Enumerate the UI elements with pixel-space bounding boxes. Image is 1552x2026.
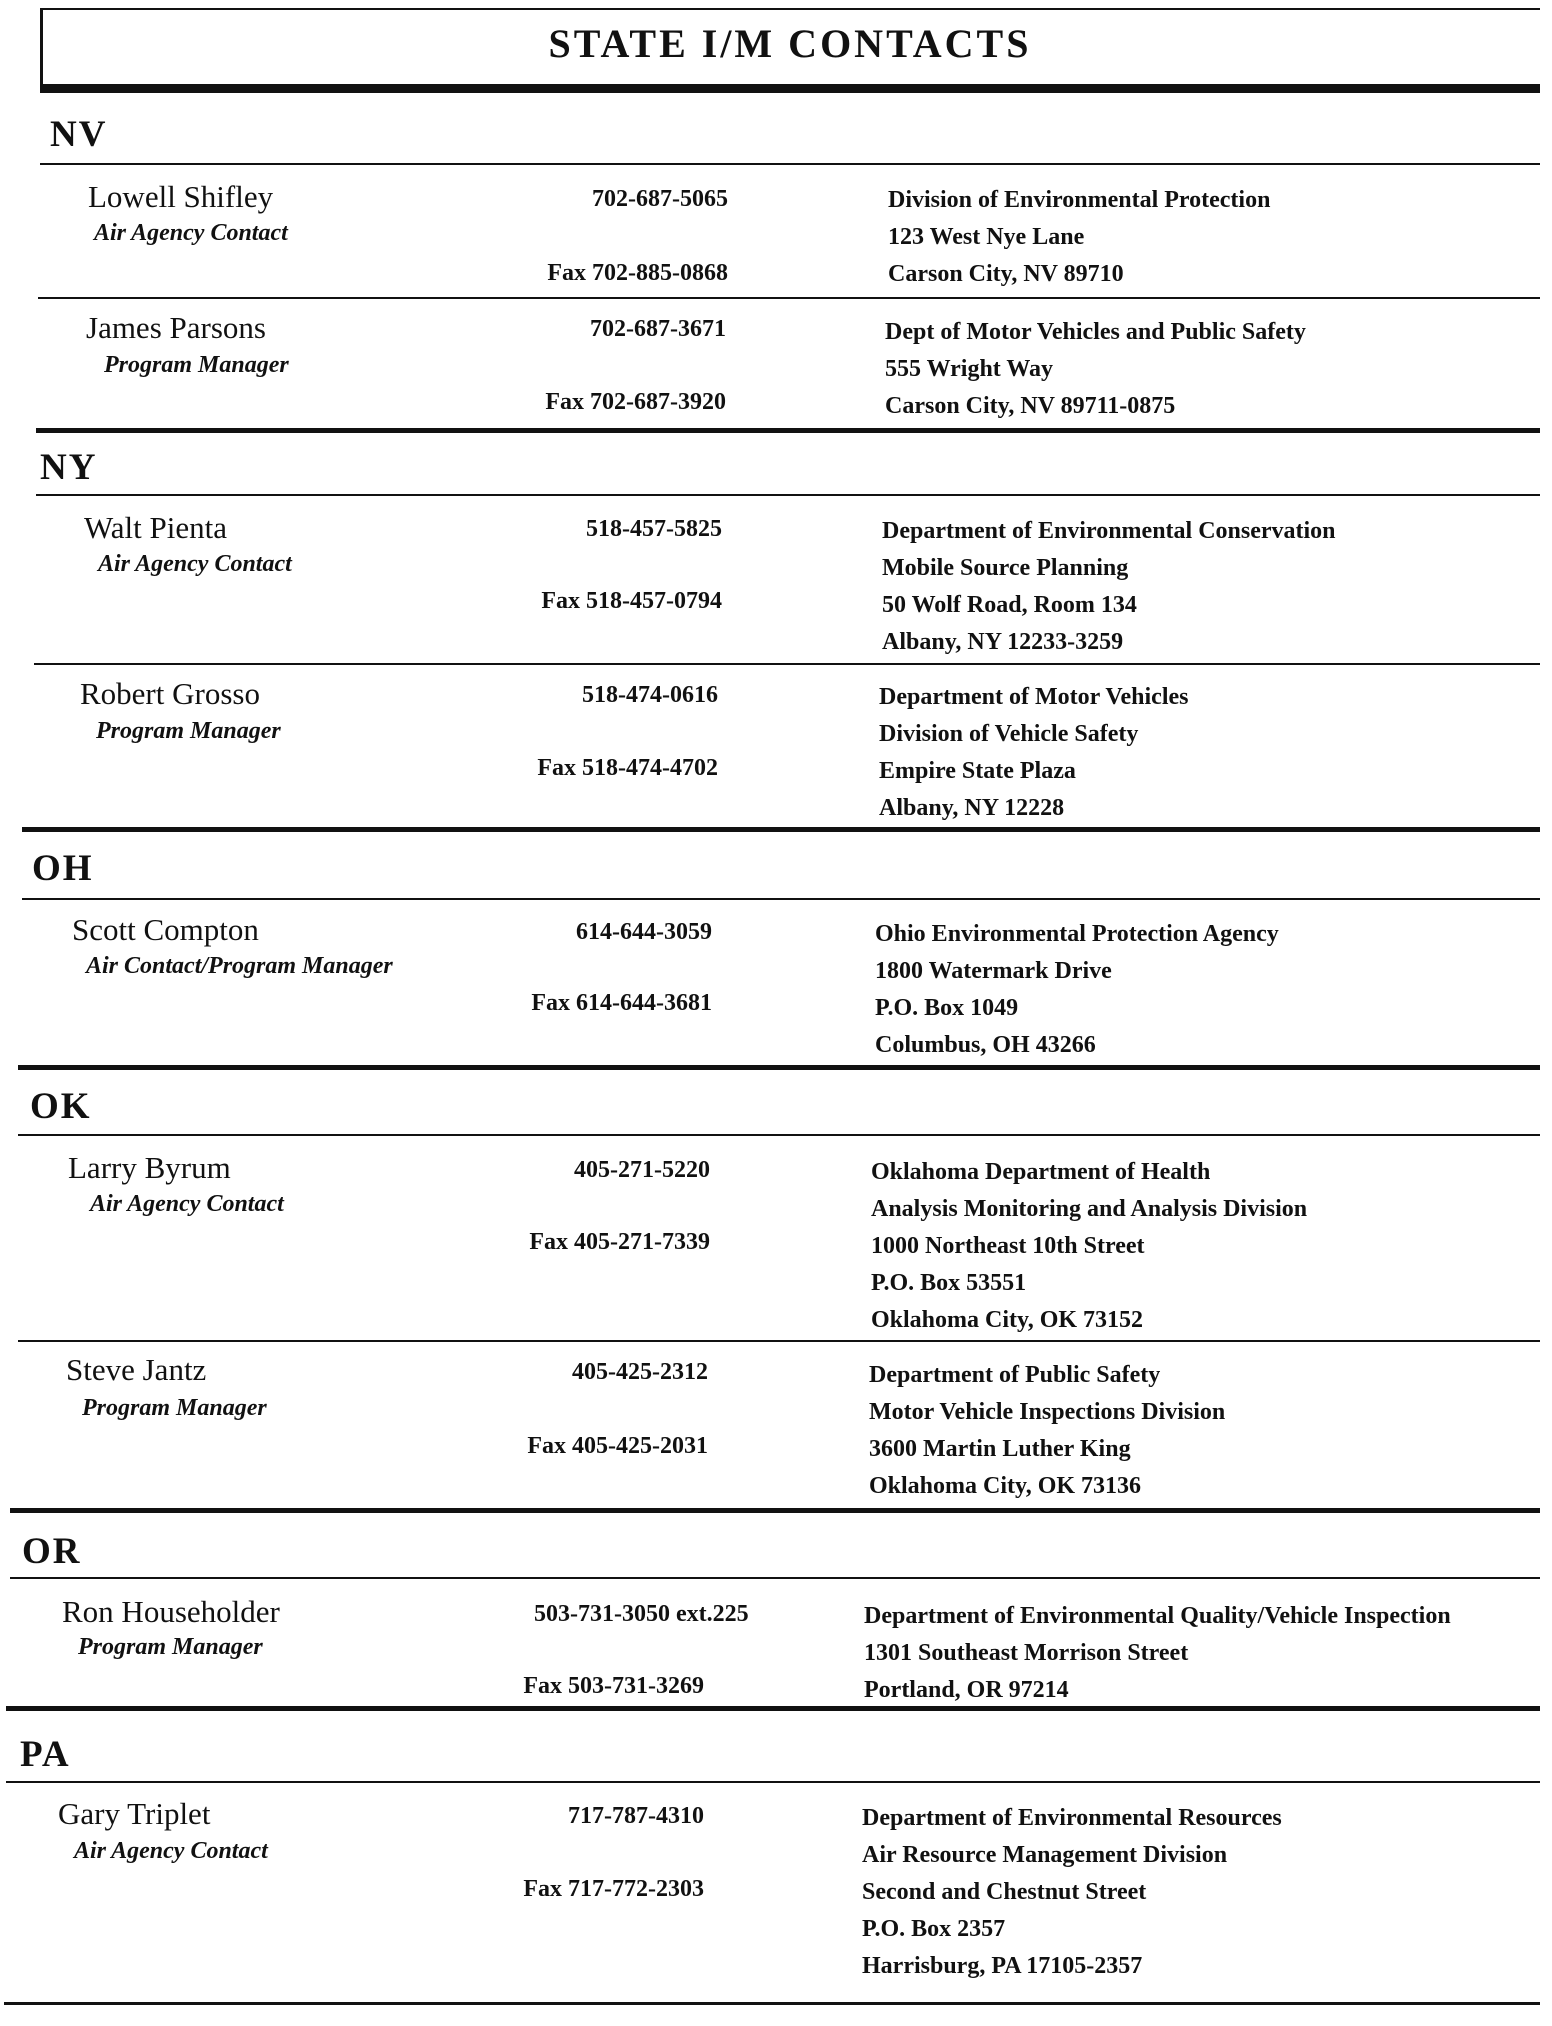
contact-address bbox=[864, 1598, 1451, 1709]
contact-address bbox=[862, 1800, 1282, 1985]
state-heading-or: OR bbox=[22, 1531, 82, 1572]
address-line: 123 West Nye Lane bbox=[888, 224, 1085, 250]
page-title: STATE I/M CONTACTS bbox=[548, 21, 1032, 66]
address-line: Department of Motor Vehicles bbox=[879, 684, 1189, 710]
address-line: 555 Wright Way bbox=[885, 356, 1054, 382]
title-underline bbox=[40, 84, 1540, 93]
contact-fax: Fax 702-885-0868 bbox=[547, 260, 728, 286]
address-line: Albany, NY 12228 bbox=[879, 795, 1065, 821]
address-line: Mobile Source Planning bbox=[882, 555, 1129, 581]
address-line: Carson City, NV 89711-0875 bbox=[885, 393, 1176, 419]
address-line: Ohio Environmental Protection Agency bbox=[875, 921, 1279, 947]
address-line: Columbus, OH 43266 bbox=[875, 1032, 1096, 1058]
address-line: Dept of Motor Vehicles and Public Safety bbox=[885, 319, 1306, 345]
address-line: Empire State Plaza bbox=[879, 758, 1076, 784]
state-heading-ok: OK bbox=[30, 1086, 92, 1127]
address-line: Second and Chestnut Street bbox=[862, 1879, 1147, 1905]
contact-role: Air Agency Contact bbox=[90, 1191, 284, 1217]
address-line: Motor Vehicle Inspections Division bbox=[869, 1399, 1226, 1425]
section-divider bbox=[36, 428, 1540, 433]
state-rule bbox=[18, 1134, 1540, 1136]
contact-role: Air Agency Contact bbox=[98, 551, 292, 577]
contact-address bbox=[869, 1357, 1225, 1505]
address-line: Division of Environmental Protection bbox=[888, 187, 1271, 213]
contact-role: Program Manager bbox=[82, 1395, 267, 1421]
state-rule bbox=[36, 494, 1540, 496]
section-divider bbox=[6, 1706, 1540, 1711]
contact-phone: 405-271-5220 bbox=[574, 1157, 710, 1183]
state-rule bbox=[22, 898, 1540, 900]
address-line: Albany, NY 12233-3259 bbox=[882, 629, 1124, 655]
address-line: Department of Environmental Quality/Vehicle Inspection bbox=[864, 1603, 1451, 1629]
contact-fax: Fax 518-474-4702 bbox=[537, 755, 718, 781]
address-line: P.O. Box 53551 bbox=[871, 1270, 1027, 1296]
contact-divider bbox=[34, 663, 1540, 665]
address-line: Department of Environmental Resources bbox=[862, 1805, 1282, 1831]
address-line: Harrisburg, PA 17105-2357 bbox=[862, 1953, 1143, 1979]
address-line: 3600 Martin Luther King bbox=[869, 1436, 1131, 1462]
section-divider bbox=[4, 2002, 1540, 2005]
contact-address bbox=[882, 513, 1336, 661]
section-divider bbox=[22, 827, 1540, 832]
contact-phone: 702-687-3671 bbox=[590, 316, 726, 342]
contact-name: Gary Triplet bbox=[58, 1796, 211, 1831]
contact-name: Robert Grosso bbox=[80, 676, 260, 711]
contact-phone: 503-731-3050 ext.225 bbox=[534, 1601, 749, 1627]
contact-name: James Parsons bbox=[86, 310, 266, 345]
address-line: Oklahoma City, OK 73152 bbox=[871, 1307, 1144, 1333]
state-heading-oh: OH bbox=[32, 848, 94, 889]
contact-role: Program Manager bbox=[104, 352, 289, 378]
contact-name: Walt Pienta bbox=[84, 510, 227, 545]
contact-fax: Fax 503-731-3269 bbox=[523, 1673, 704, 1699]
address-line: Division of Vehicle Safety bbox=[879, 721, 1139, 747]
address-line: Carson City, NV 89710 bbox=[888, 261, 1124, 287]
contact-fax: Fax 518-457-0794 bbox=[541, 588, 722, 614]
state-heading-pa: PA bbox=[20, 1734, 71, 1775]
contact-phone: 717-787-4310 bbox=[568, 1803, 704, 1829]
section-divider bbox=[18, 1065, 1540, 1070]
contact-phone: 614-644-3059 bbox=[576, 919, 712, 945]
contact-fax: Fax 405-271-7339 bbox=[529, 1229, 710, 1255]
contact-fax: Fax 702-687-3920 bbox=[545, 389, 726, 415]
contact-fax: Fax 717-772-2303 bbox=[523, 1876, 704, 1902]
contact-phone: 518-457-5825 bbox=[586, 516, 722, 542]
contact-phone: 702-687-5065 bbox=[592, 186, 728, 212]
section-divider bbox=[10, 1508, 1540, 1513]
state-rule bbox=[10, 1577, 1540, 1579]
contact-name: Scott Compton bbox=[72, 912, 259, 947]
address-line: Oklahoma City, OK 73136 bbox=[869, 1473, 1142, 1499]
address-line: Portland, OR 97214 bbox=[864, 1677, 1069, 1703]
contact-role: Program Manager bbox=[78, 1634, 263, 1660]
contact-address bbox=[871, 1154, 1307, 1339]
contact-phone: 405-425-2312 bbox=[572, 1359, 708, 1385]
contact-role: Program Manager bbox=[96, 718, 281, 744]
contact-divider bbox=[18, 1340, 1540, 1342]
address-line: Analysis Monitoring and Analysis Division bbox=[871, 1196, 1308, 1222]
address-line: Air Resource Management Division bbox=[862, 1842, 1228, 1868]
address-line: P.O. Box 1049 bbox=[875, 995, 1019, 1021]
address-line: 1301 Southeast Morrison Street bbox=[864, 1640, 1189, 1666]
contact-name: Lowell Shifley bbox=[88, 179, 274, 214]
contact-address bbox=[879, 679, 1189, 827]
contact-name: Larry Byrum bbox=[68, 1150, 231, 1185]
address-line: 1800 Watermark Drive bbox=[875, 958, 1112, 984]
contact-fax: Fax 614-644-3681 bbox=[531, 990, 712, 1016]
contact-role: Air Contact/Program Manager bbox=[86, 953, 393, 979]
address-line: 1000 Northeast 10th Street bbox=[871, 1233, 1145, 1259]
address-line: Department of Public Safety bbox=[869, 1362, 1161, 1388]
contact-address bbox=[885, 314, 1306, 425]
contact-divider bbox=[38, 297, 1540, 299]
contact-role: Air Agency Contact bbox=[74, 1838, 268, 1864]
address-line: P.O. Box 2357 bbox=[862, 1916, 1006, 1942]
state-rule bbox=[6, 1781, 1540, 1783]
contact-phone: 518-474-0616 bbox=[582, 682, 718, 708]
contact-address bbox=[888, 182, 1270, 293]
address-line: 50 Wolf Road, Room 134 bbox=[882, 592, 1137, 618]
state-heading-ny: NY bbox=[40, 447, 98, 488]
contact-fax: Fax 405-425-2031 bbox=[527, 1433, 708, 1459]
address-line: Department of Environmental Conservation bbox=[882, 518, 1336, 544]
contact-name: Ron Householder bbox=[62, 1594, 280, 1629]
contact-name: Steve Jantz bbox=[66, 1352, 207, 1387]
state-rule bbox=[40, 163, 1540, 165]
contact-address bbox=[875, 916, 1279, 1064]
state-heading-nv: NV bbox=[50, 114, 108, 155]
address-line: Oklahoma Department of Health bbox=[871, 1159, 1211, 1185]
contact-role: Air Agency Contact bbox=[94, 220, 288, 246]
